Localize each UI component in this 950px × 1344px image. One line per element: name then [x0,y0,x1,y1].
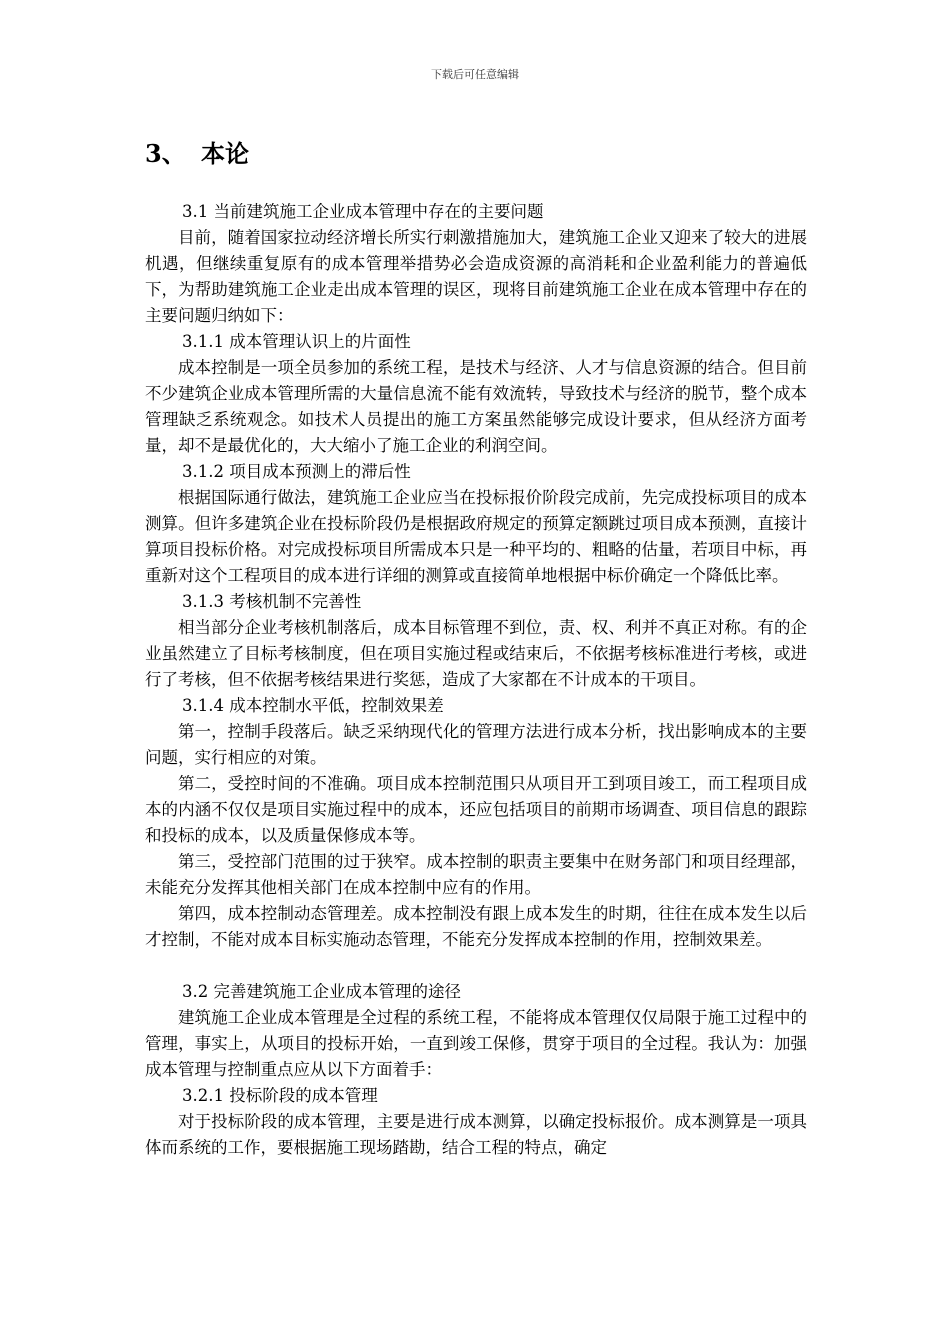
heading-3-2-1: 3.2.1 投标阶段的成本管理 [182,1086,378,1105]
paragraph-3-1-4-second: 第二，受控时间的不准确。项目成本控制范围只从项目开工到项目竣工，而工程项目成本的内涵不仅仅是项目实施过程中的成本，还应包括项目的前期市场调查、项目信息的跟踪和投标的成本，以及质量保修成本等。 [145,774,807,845]
paragraph-3-1-1: 成本控制是一项全员参加的系统工程，是技术与经济、人才与信息资源的结合。但目前不少建筑企业成本管理所需的大量信息流不能有效流转，导致技术与经济的脱节，整个成本管理缺乏系统观念。如技术人员提出的施工方案虽然能够完成设计要求，但从经济方面考量，却不是最优化的，大大缩小了施工企业的利润空间。 [145,358,807,455]
page-header: 下载后可任意编辑 [431,68,519,81]
heading-3-2: 3.2 完善建筑施工企业成本管理的途径 [182,982,461,1001]
section-spacer [145,953,807,979]
heading-3-1: 3.1 当前建筑施工企业成本管理中存在的主要问题 [182,202,544,221]
heading-3-1-3: 3.1.3 考核机制不完善性 [182,592,362,611]
paragraph-3-1-3: 相当部分企业考核机制落后，成本目标管理不到位，责、权、利并不真正对称。有的企业虽然建立了目标考核制度，但在项目实施过程或结束后，不依据考核标准进行考核，或进行了考核，但不依据考核结果进行奖惩，造成了大家都在不计成本的干项目。 [145,618,807,689]
section-title [145,134,249,169]
section-number: 3、 [145,139,186,168]
paragraph-3-2-intro: 建筑施工企业成本管理是全过程的系统工程，不能将成本管理仅仅局限于施工过程中的管理，事实上，从项目的投标开始，一直到竣工保修，贯穿于项目的全过程。我认为：加强成本管理与控制重点应从以下方面着手： [145,1008,807,1079]
document-body [145,199,807,1161]
paragraph-3-1-4-first: 第一，控制手段落后。缺乏采纳现代化的管理方法进行成本分析，找出影响成本的主要问题，实行相应的对策。 [145,722,807,767]
paragraph-3-1-4-fourth: 第四，成本控制动态管理差。成本控制没有跟上成本发生的时期，往往在成本发生以后才控制，不能对成本目标实施动态管理，不能充分发挥成本控制的作用，控制效果差。 [145,904,807,949]
paragraph-3-1-2: 根据国际通行做法，建筑施工企业应当在投标报价阶段完成前，先完成投标项目的成本测算。但许多建筑企业在投标阶段仍是根据政府规定的预算定额跳过项目成本预测，直接计算项目投标价格。对完成投标项目所需成本只是一种平均的、粗略的估量，若项目中标，再重新对这个工程项目的成本进行详细的测算或直接简单地根据中标价确定一个降低比率。 [145,488,807,585]
heading-3-1-1: 3.1.1 成本管理认识上的片面性 [182,332,411,351]
heading-3-1-2: 3.1.2 项目成本预测上的滞后性 [182,462,411,481]
paragraph-3-2-1: 对于投标阶段的成本管理，主要是进行成本测算，以确定投标报价。成本测算是一项具体而系统的工作，要根据施工现场踏勘，结合工程的特点，确定 [145,1112,807,1157]
section-title-text: 本论 [201,139,249,168]
heading-3-1-4: 3.1.4 成本控制水平低，控制效果差 [182,696,444,715]
paragraph-3-1-intro: 目前，随着国家拉动经济增长所实行刺激措施加大，建筑施工企业又迎来了较大的进展机遇，但继续重复原有的成本管理举措势必会造成资源的高消耗和企业盈利能力的普遍低下，为帮助建筑施工企业走出成本管理的误区，现将目前建筑施工企业在成本管理中存在的主要问题归纳如下： [145,228,807,325]
paragraph-3-1-4-third: 第三，受控部门范围的过于狭窄。成本控制的职责主要集中在财务部门和项目经理部，未能充分发挥其他相关部门在成本控制中应有的作用。 [145,852,807,897]
